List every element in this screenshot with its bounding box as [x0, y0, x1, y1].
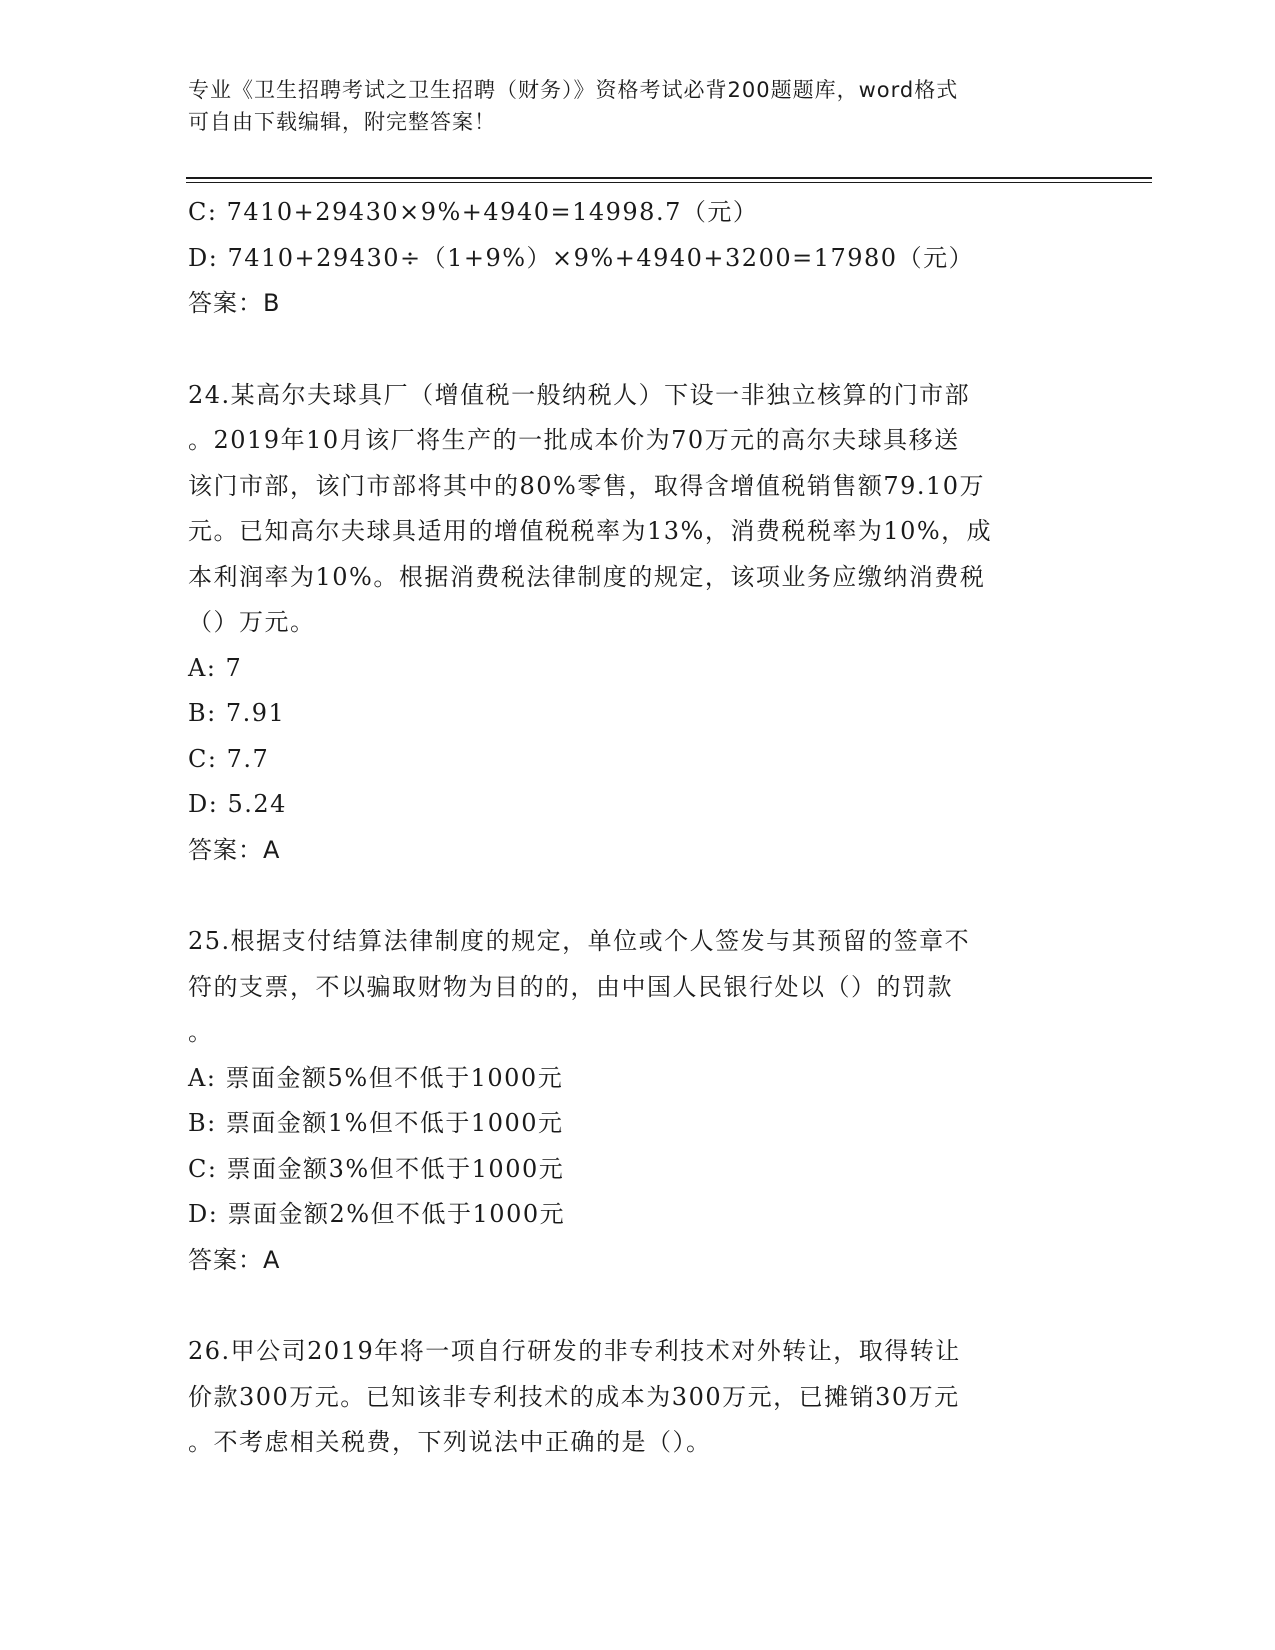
spacer: [188, 1283, 1088, 1329]
header-title-line-2: 可自由下载编辑，附完整答案！: [188, 110, 496, 134]
option-a: A: 票面金额5%但不低于1000元: [188, 1063, 564, 1092]
option-b: B: 票面金额1%但不低于1000元: [188, 1109, 564, 1137]
question-text-line: 。2019年10月该厂将生产的一批成本价为70万元的高尔夫球具移送: [188, 426, 960, 454]
question-text-line: 元。已知高尔夫球具适用的增值税税率为13%，消费税税率为10%，成: [188, 517, 993, 545]
answer: 答案：B: [188, 289, 281, 317]
question-text-line: 价款300万元。已知该非专利技术的成本为300万元，已摊销30万元: [188, 1382, 960, 1411]
spacer: [188, 873, 1088, 919]
answer: 答案：A: [188, 1245, 281, 1274]
question-text-line: 24.某高尔夫球具厂（增值税一般纳税人）下设一非独立核算的门市部: [188, 380, 971, 409]
option-a: A: 7: [188, 653, 243, 682]
question-text-line: 符的支票，不以骗取财物为目的的，由中国人民银行处以（）的罚款: [188, 972, 953, 1001]
question-26: [188, 1329, 1088, 1466]
question-text-line: 26.甲公司2019年将一项自行研发的非专利技术对外转让，取得转让: [188, 1337, 961, 1365]
question-text-line: 该门市部，该门市部将其中的80%零售，取得含增值税销售额79.10万: [188, 471, 986, 500]
question-23-continuation: [188, 190, 1088, 327]
question-24: [188, 373, 1088, 874]
question-text-line: 。不考虑相关税费，下列说法中正确的是（）。: [188, 1428, 712, 1456]
question-text-line: 25.根据支付结算法律制度的规定，单位或个人签发与其预留的签章不: [188, 927, 971, 955]
header-title-line-1: 专业《卫生招聘考试之卫生招聘（财务）》资格考试必背200题题库，word格式: [188, 78, 959, 102]
question-text-line: 。: [188, 1018, 214, 1046]
spacer: [188, 327, 1088, 373]
option-c: C: 7410+29430×9%+4940=14998.7（元）: [188, 198, 759, 226]
question-25: [188, 919, 1088, 1283]
header-divider-thin: [186, 182, 1152, 183]
option-d: D: 7410+29430÷（1+9%）×9%+4940+3200=17980（元）: [188, 243, 975, 272]
question-text-line: （）万元。: [188, 608, 316, 636]
option-c: C: 票面金额3%但不低于1000元: [188, 1154, 565, 1183]
document-header: [188, 74, 1068, 138]
question-text-line: 本利润率为10%。根据消费税法律制度的规定，该项业务应缴纳消费税: [188, 562, 986, 591]
header-divider-thick: [186, 177, 1152, 179]
document-body: [188, 190, 1088, 1466]
option-b: B: 7.91: [188, 699, 286, 727]
option-d: D: 5.24: [188, 790, 287, 818]
option-d: D: 票面金额2%但不低于1000元: [188, 1200, 566, 1228]
option-c: C: 7.7: [188, 744, 270, 773]
answer: 答案：A: [188, 835, 281, 864]
